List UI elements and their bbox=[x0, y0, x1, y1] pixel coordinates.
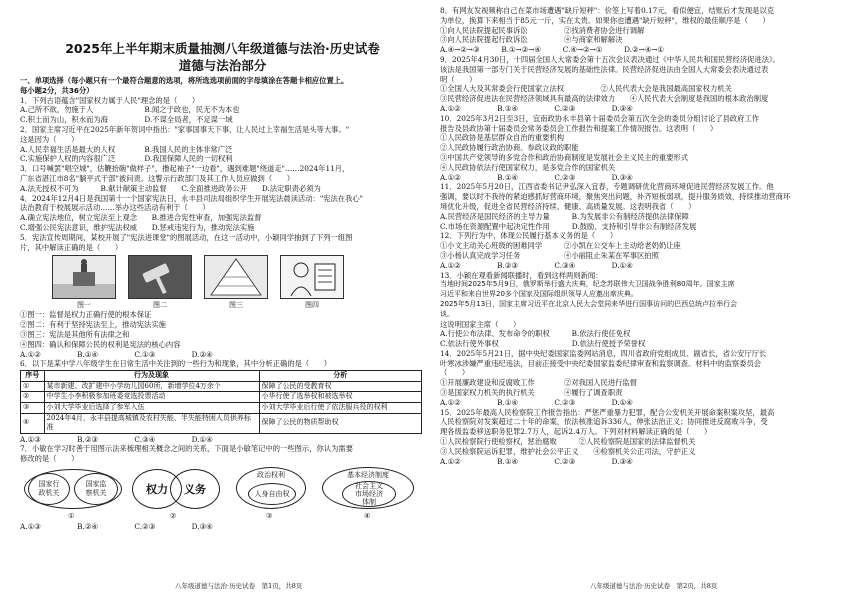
text-line: A.①② B.②③ C.③④ D.①④ bbox=[440, 260, 633, 270]
diagram-caption: ② bbox=[170, 512, 177, 521]
caption-2: 图二 bbox=[153, 301, 167, 310]
text-line: ①全国人大及其常委会行使国家立法权 ②人民代表大会是我国最高国家权力机关 bbox=[440, 84, 732, 94]
exam-title: 2025年上半年期末质量抽测八年级道德与法治·历史试卷 bbox=[65, 41, 380, 56]
section-heading: 一、单项选择（每小题只有一个最符合题意的选项，将所选选项前面的字母填涂在答题卡相应位置上。 bbox=[20, 76, 349, 85]
section-title: 道德与法治部分 bbox=[178, 58, 267, 73]
text-line: 人民检察院对发案超过二十年的命案，依法核准追诉336人，伸张法治正义；协同推进反腐败斗争，受 bbox=[440, 417, 768, 427]
diagram-1-left-label: 国家行政机关 bbox=[38, 480, 60, 498]
table-cell: 保障了公民的受教育权 bbox=[259, 381, 421, 392]
text-line: ①人民检察院行使检察权，惩治腐败 ②人民检察院是国家的法律监督机关 bbox=[440, 437, 696, 447]
diagram-2-right bbox=[170, 469, 220, 509]
text-line: 片，其中解读正确的是（ ） bbox=[20, 242, 123, 252]
table-header: 行为及现象 bbox=[44, 371, 259, 382]
text-line: 为单位，换算下来相当于85元一斤，实在太贵。如果你也遭遇"缺斤短秤"，维权的最佳顺序是（ ） bbox=[440, 15, 770, 25]
text-line: ①开展廉政建设和反腐败工作 ②对我国人民进行监督 bbox=[440, 378, 638, 388]
right-column bbox=[440, 0, 845, 595]
text-line: 10．2025年3月2日至3日，宜南政协永丰县第十届委员会第五次全会的委员分组讨论了县政府工作 bbox=[440, 113, 760, 123]
text-line: ③小杨认真完成学习任务 ④小丽阻止朱某在军事区拍照 bbox=[440, 250, 659, 260]
table-cell: 保障了公民的物质帮助权 bbox=[259, 413, 421, 433]
cartoon-picture-icon bbox=[281, 256, 343, 298]
text-line: ③中国共产党领导的多党合作和政治协商制度是发展社会主义民主的重要形式 bbox=[440, 152, 689, 162]
text-line: ②图二：有利于坚持宪法至上，推动宪法实施 bbox=[20, 320, 166, 330]
table-cell: 小华行使了选举权和被选举权 bbox=[259, 392, 421, 403]
text-line: 11．2025年5月20日，江西省委书记尹弘深入宜春，专题调研优化营商环境促进民营经济发展工作。他 bbox=[440, 182, 774, 192]
text-line: ①小文主动关心班级的困难同学 ②小凯在公交车上主动给老奶奶让座 bbox=[440, 241, 681, 251]
q5-picture-captions bbox=[20, 300, 425, 310]
question-7-options bbox=[20, 522, 425, 532]
text-line: A.确立宪法地位，树立宪法至上观念 B.推进合宪性审查，加强宪法监督 bbox=[20, 213, 262, 223]
diagram-1-left bbox=[28, 473, 70, 505]
diagram-3-inner-label: 人身自由权 bbox=[254, 489, 290, 498]
questions-5-6 bbox=[20, 310, 425, 369]
text-line: C.积土而为山，积水而为海 D.不谋全局者，不足谋一域 bbox=[20, 115, 233, 125]
diagram-caption: ③ bbox=[266, 512, 273, 521]
text-line: 报告及县政协第十届委员会常务委员会工作报告和提案工作情况报告。这表明（ ） bbox=[440, 123, 718, 133]
questions-8-15 bbox=[440, 6, 845, 466]
text-line: 叶寒冰涉嫌严重违纪违法，目前正接受中央纪委国家监委纪律审查和监察调查。材料中的监察委员会 bbox=[440, 358, 762, 368]
diagram-caption: ④ bbox=[364, 512, 371, 521]
picture-2 bbox=[128, 255, 192, 299]
left-column bbox=[20, 0, 425, 595]
caption-4: 图四 bbox=[305, 301, 319, 310]
text-line: A.①② B.①④ C.①③ D.②④ bbox=[20, 349, 213, 359]
text-line: ③向人民法院提起行政诉讼 ④与商家和解解决 bbox=[440, 35, 623, 45]
text-line: ②人民政协履行政治协商、参政议政的职能 bbox=[440, 143, 579, 153]
text-line: 强调，要以时不我待的紧迫感抓好营商环境，聚焦突出问题，补齐短板弱项，提升服务质效，持续推动营商环 bbox=[440, 192, 791, 202]
table-cell: 小刘大学毕业后行使了依法服兵役的权利 bbox=[259, 402, 421, 413]
q7-diagrams bbox=[20, 465, 425, 511]
text-line: ③民营经济促进法在民营经济领域具有最高的法律效力 ④人民代表大会制度是我国的根本政治制度 bbox=[440, 94, 769, 104]
gavel-picture-icon bbox=[129, 256, 191, 298]
text-line: 15．2025年最高人民检察院工作报告指出：严惩严重暴力犯罪，配合公安机关开展命案积案攻坚，最高 bbox=[440, 407, 775, 417]
text-line: C.增强公民宪法意识，维护宪法权威 D.惩戒违宪行为，推动宪法实施 bbox=[20, 222, 255, 232]
text-line: ③人民检察院运诉犯罪，维护社会公平正义 ④检察机关公正司法，守护正义 bbox=[440, 446, 696, 456]
text-line: 2．国家主席习近平在2025年新年贺词中指出："家事国事天下事，让人民过上幸福生活是头等大事。" bbox=[20, 124, 350, 134]
text-line: 法治教育于校展展示活动……举办这些活动有利于（ ） bbox=[20, 203, 210, 213]
table-cell: ① bbox=[21, 381, 45, 392]
text-line: 13．小颖在观看新闻联播时，看到这样两则新闻： bbox=[440, 270, 603, 280]
text-line: ③图三：宪法是其他所有法律之和 bbox=[20, 329, 130, 339]
podium-picture-icon bbox=[53, 256, 115, 298]
text-line: 3．口号喊罢"唱空城"，估鞭抬碗"做样子"，撸起袖子"一边看"，遇到难题"绕道走"……2024年11月， bbox=[20, 164, 350, 174]
text-line: ①人民政协是基层群众自治的重要机构 bbox=[440, 133, 565, 143]
diagram-1-right bbox=[74, 473, 118, 505]
text-line: A.①② B.①④ C.②③ D.①④ bbox=[440, 397, 633, 407]
text-line: C.依法行使外事权 D.依法行使授予荣誉权 bbox=[440, 339, 646, 349]
questions-6-7 bbox=[20, 435, 425, 464]
table-cell: ④ bbox=[21, 413, 45, 433]
text-line: C.实施保护人权的内容很广泛 D.我国保障人民的一切权利 bbox=[20, 154, 233, 164]
text-line: A.法无授权不可为 B.献计献策主动监督 C.全面推进政务公开 D.法定职责必须为 bbox=[20, 183, 321, 193]
text-line: 明（ ） bbox=[440, 74, 477, 84]
table-cell: ② bbox=[21, 392, 45, 403]
text-line: 5．宪法宣传周期间，某校开展了"宪法进课堂"的图展活动，在这一活动中，小颖同学抽到了下列一组图 bbox=[20, 232, 353, 242]
text-line: 这是因为（ ） bbox=[20, 134, 79, 144]
diagram-4-inner-label: 社会主义市场经济体制 bbox=[355, 482, 383, 507]
text-line: A.人民幸福生活是最大的人权 B.我国人民的主体非常广泛 bbox=[20, 144, 233, 154]
text-line: A.民营经济是国民经济的主导力量 B.为发展非公有制经济提供法律保障 bbox=[440, 211, 689, 221]
table-cell: 中学生小李积极参加班委竞选投票活动 bbox=[44, 392, 259, 403]
diagram-4-inner bbox=[342, 481, 396, 507]
text-line: 9．2025年4月30日，十四届全国人大常委会第十五次会议表决通过《中华人民共和国民营经济促进法》。 bbox=[440, 54, 780, 64]
table-header: 序号 bbox=[21, 371, 45, 382]
table-header: 分析 bbox=[259, 371, 421, 382]
text-line: 2025年5月13日，国家主席习近平在北京人民大会堂同来华进行国事访问的巴西总统卢拉举行会 bbox=[440, 299, 738, 308]
diagram-caption: ① bbox=[68, 512, 75, 521]
table-cell: 小刘大学毕业后选择了参军入伍 bbox=[44, 402, 259, 413]
text-line: A.行使公布法律、发布命令的职权 B.依法行使任免权 bbox=[440, 329, 631, 339]
text-line: C.市场在资源配置中起决定性作用 D.鼓励、支持和引导非公有制经济发展 bbox=[440, 221, 697, 231]
page-footer-right: 八年级道德与法治·历史试卷 第2页，共8页 bbox=[590, 582, 718, 590]
text-line: 修改的是（ ） bbox=[20, 454, 79, 464]
text-line: 14．2025年5月21日，据中央纪委国家监委网站消息，四川省政府党组成员、副省长，省公安厅厅长 bbox=[440, 348, 767, 358]
diagram-2-left-label: 权力 bbox=[146, 482, 168, 496]
text-line: 1．下列古语蕴含"国家权力属于人民"理念的是（ ） bbox=[20, 95, 200, 105]
pyramid-picture-icon bbox=[205, 256, 267, 298]
questions-1-5 bbox=[20, 96, 425, 253]
table-row bbox=[21, 381, 422, 392]
text-line: 当地时间2025年5月9日，俄罗斯举行盛大庆典，纪念苏联伟大卫国战争胜利80周年。国家主席 bbox=[440, 280, 735, 289]
text-line: A.④→②→③ B.①→②→④ C.④→②→① D.②→④→① bbox=[440, 45, 664, 55]
diagram-3-inner bbox=[248, 483, 296, 505]
text-line: 这说明国家主席（ ） bbox=[440, 319, 521, 329]
diagram-3-outer-label: 政治权利 bbox=[257, 471, 285, 480]
text-line: A.①③ B.②③ C.③④ D.①④ bbox=[20, 434, 213, 444]
text-line: ①图一：监督是权力正确行使的根本保证 bbox=[20, 310, 152, 320]
caption-3: 图三 bbox=[229, 301, 243, 310]
diagram-1-right-label: 国家监察机关 bbox=[85, 480, 107, 498]
table-cell: ③ bbox=[21, 402, 45, 413]
picture-1 bbox=[52, 255, 116, 299]
table-row bbox=[21, 392, 422, 403]
section-heading-2: 每小题2分，共36分） bbox=[20, 85, 94, 95]
q6-table bbox=[20, 370, 422, 434]
text-line: 8．有网友发视频称自己在菜市场遭遇"缺斤短秤"：价签上写着0.17元，看似便宜，结账后才发现是以克 bbox=[440, 6, 775, 15]
text-line: ③是国家权力机关的执行机关 ④履行了调查职责 bbox=[440, 388, 623, 398]
text-line: ④图四：确认和保障公民的权利是宪法的核心内容 bbox=[20, 339, 181, 349]
text-line: 7．小敏在学习时善于用图示法来梳理相关概念之间的关系，下面是小敏笔记中的一些图示，你认为需要 bbox=[20, 444, 353, 454]
text-line: 12．下列行为中，体现公民履行基本义务的是（ ） bbox=[440, 231, 618, 241]
text-line: ①向人民法院提起民事诉讼 ②找消费者协会进行调解 bbox=[440, 25, 645, 35]
text-line: ④人民政协依法行使国家权力，是多党合作的国家机关 bbox=[440, 162, 616, 172]
text-line: 习近平和来自世界20多个国家及国际组织领导人应邀出席庆典。 bbox=[440, 290, 638, 299]
picture-3 bbox=[204, 255, 268, 299]
diagram-2-right-label: 义务 bbox=[184, 482, 206, 496]
table-row bbox=[21, 413, 422, 433]
diagram-4-outer-label: 基本经济制度 bbox=[347, 471, 389, 480]
table-cell: 某市新建、改扩建中小学幼儿园60所，新增学位4万余个 bbox=[44, 381, 259, 392]
text-line: 4．2024年12月4日是我国第十一个国家宪法日，永丰县司法局组织学生开展宪法晨读活动："宪法在我心" bbox=[20, 193, 364, 203]
text-line: A.①② B.①④ C.②③ D.③④ bbox=[440, 172, 633, 182]
caption-1: 图一 bbox=[77, 301, 91, 310]
text-line: 该法是我国第一部专门关于民营经济发展的基础性法律。民营经济促进法由全国人大常委会表决通过表 bbox=[440, 64, 769, 74]
text-line: 境优化升级，促进全省民营经济持续、健康、高质量发展。这表明我省（ ） bbox=[440, 201, 696, 211]
picture-4 bbox=[280, 255, 344, 299]
table-cell: 2024年4月，永丰县提高城镇及农村失能、半失能特困人员供养标准 bbox=[44, 413, 259, 433]
text-line: A.①② B.①④ C.②③ D.③④ bbox=[440, 103, 633, 113]
text-line: A.①② B.①④ C.②③ D.③④ bbox=[440, 456, 633, 466]
text-line: 6．以下是某中学八年级学生在日常生活中关注到的一些行为和现象，其中分析正确的是（ ） bbox=[20, 359, 332, 369]
text-line: A.①③ B.②④ C.②③ D.③④ bbox=[20, 522, 213, 532]
text-line: 广东省湛江市8名"躺平式干部"被问责。这警示行政部门及其工作人员应做到（ ） bbox=[20, 173, 295, 183]
q7-diagram-captions bbox=[20, 512, 425, 522]
text-line: （ ） bbox=[440, 368, 470, 378]
text-line: A.己所不欲，勿施于人 B.闻之于政也，民无不为本也 bbox=[20, 105, 240, 115]
text-line: 谈。 bbox=[440, 309, 454, 318]
text-line: 理各级监委移送职务犯罪2.7万人，起诉2.4万人。下列对材料解读正确的是（ ） bbox=[440, 427, 712, 437]
table-row bbox=[21, 402, 422, 413]
page-footer-left: 八年级道德与法治·历史试卷 第1页，共8页 bbox=[175, 582, 303, 590]
q5-pictures bbox=[20, 253, 425, 299]
